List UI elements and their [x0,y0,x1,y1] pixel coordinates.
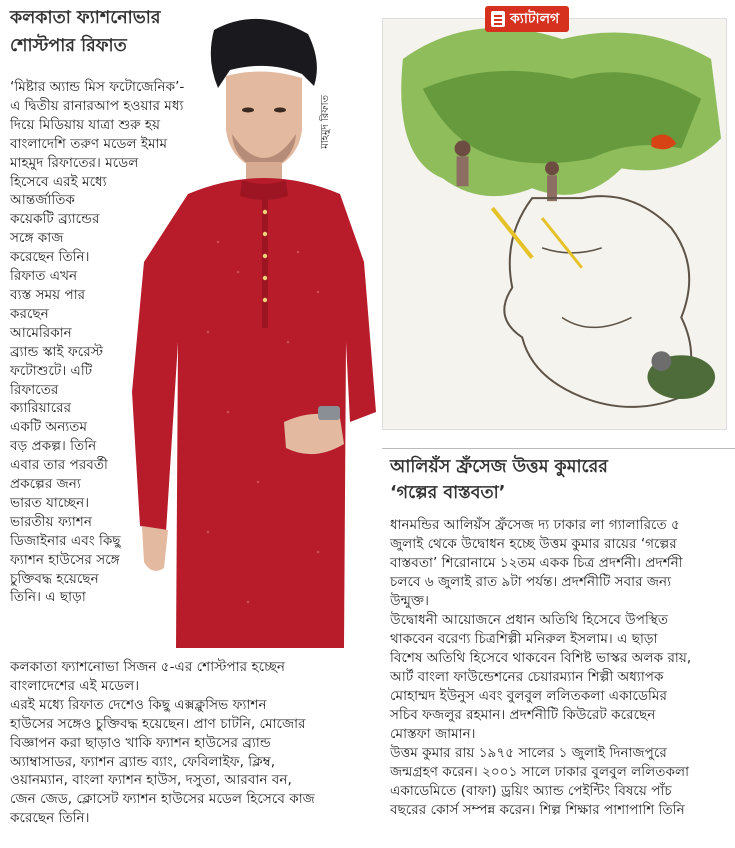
text-line: তিনি। এ ছাড়া [10,589,86,606]
newspaper-icon [491,11,505,27]
text-line: চলবে ৬ জুলাই রাত ৯টা পর্যন্ত। প্রদর্শনীটি সবার জন্য [390,574,672,590]
text-line: বিশেষ অতিথি হিসেবে থাকবেন বিশিষ্ট ভাস্কর অলক রায়, [390,650,692,666]
text-line: দিয়ে মিডিয়ায় যাত্রা শুরু হয় [10,116,161,133]
text-line: থাকবেন বরেণ্য চিত্রশিল্পী মনিরুল ইসলাম। এ ছাড়া [390,631,658,647]
headline-line: ‘গল্পের বাস্তবতা’ [390,483,506,503]
text-line: বিজ্ঞাপন করা ছাড়াও খাকি ফ্যাশন হাউসের ব্র্যান্ড [10,734,271,751]
text-line: আর্ট বাংলা ফাউন্ডেশনের চেয়ারম্যান শিল্পী অধ্যাপক [390,669,664,685]
text-line: হাউসের সঙ্গেও চুক্তিবদ্ধ হয়েছেন। প্রাণ চাটনি, মোজোর [10,715,306,732]
text-line: ‘মিষ্টার অ্যান্ড মিস ফটোজেনিক’- [10,79,185,95]
text-line: ভারত যাচ্ছেন। [10,494,90,511]
text-line: আমেরিকান [10,324,72,341]
text-line: জেন জেড, ক্লোসেট ফ্যাশন হাউসের মডেল হিসেবে কাজ [10,791,315,808]
text-line: বাস্তবতা’ শিরোনামে ১২তম একক চিত্র প্রদর্শনী। প্রদর্শনী [390,555,683,571]
text-line: মাহমুদ রিফাতের। মডেল [10,154,139,171]
text-line: একাডেমিতে (বাফা) ড্রয়িং অ্যান্ড পেইন্টিং বিষয়ে পাঁচ [390,783,672,799]
text-line: ফটোশুটে। এটি [10,362,93,379]
text-line: একটি অন্যতম [10,419,88,436]
headline-line: শোস্টপার রিফাত [10,36,127,56]
text-line: ডিজাইনার এবং কিছু [10,532,121,549]
text-line: বাংলাদেশের এই মডেল। [10,677,140,694]
text-line: রিফাত এখন [10,268,78,285]
text-line: জুলাই থেকে উদ্বোধন হচ্ছে উত্তম কুমার রায়ের ‘গল্পের [390,536,677,552]
text-line: ক্যারিয়ারের [10,400,72,417]
text-line: কলকাতা ফ্যাশনোভা সিজন ৫-এর শোস্টপার হচ্ছেন [10,659,286,675]
photo-credit: মাহমুদ রিফাত [320,95,331,149]
text-line: আন্তর্জাতিক [10,192,75,209]
text-line: সচিব ফজলুর রহমান। প্রদর্শনীটি কিউরেট করেছেন [390,707,656,723]
text-line: অ্যাম্বাসাডর, ফ্যাশন ব্র্যান্ড ব্যাং, ফেবিলাইফ, ক্লিম্ব, [10,753,276,770]
text-line: উত্তম কুমার রায় ১৯৭৫ সালের ১ জুলাই দিনাজপুরে [390,745,667,761]
text-line: রিফাতের [10,381,59,398]
text-line: প্রকল্পের জন্য [10,476,81,493]
left-headline [10,4,200,60]
text-line: মোস্তফা জামান। [390,726,476,742]
text-line: এরই মধ্যে রিফাত দেশেও কিছু এক্সক্লুসিভ ফ্যাশন [10,696,267,713]
right-article [382,0,735,848]
text-line: ধানমন্ডির আলিয়ঁস ফ্রঁসেজ দ্য ঢাকার লা গ্যালারিতে ৫ [390,517,680,533]
text-line: ভারতীয় ফ্যাশন [10,513,92,530]
text-line: বছরের কোর্স সম্পন্ন করেন। শিল্প শিক্ষার পাশাপাশি তিনি [390,802,685,818]
text-line: সঙ্গে কাজ [10,230,64,247]
text-line: জন্মগ্রহণ করেন। ২০০১ সালে ঢাকার বুলবুল ললিতকলা [390,764,690,780]
headline-line: কলকাতা ফ্যাশনোভার [10,8,161,28]
headline-line: আলিয়ঁস ফ্রঁসেজ উত্তম কুমারের [390,457,608,477]
text-line: করেছেন তিনি। [10,810,90,827]
text-line: ফ্যাশন হাউসের সঙ্গে [10,551,120,568]
text-line: হিসেবে এরই মধ্যে [10,173,107,190]
text-line: ব্যস্ত সময় পার [10,286,86,303]
right-body [390,516,735,820]
text-line: এবার তার পরবর্তী [10,457,108,474]
text-line: উদ্বোধনী আয়োজনে প্রধান অতিথি হিসেবে উপস্থিত [390,612,669,628]
text-line: করেছেন তিনি। [10,249,90,266]
section-tag-label: ক্যাটালগ [510,11,560,27]
text-line: চুক্তিবদ্ধ হয়েছেন [10,570,99,587]
text-line: মোহাম্মদ ইউনুস এবং বুলবুল ললিতকলা একাডেমির [390,688,667,704]
text-line: বড় প্রকল্প। তিনি [10,438,97,455]
text-line: উন্মুক্ত। [390,593,429,609]
right-headline [390,454,730,506]
text-line: ব্র্যান্ড স্কাই ফরেস্ট [10,343,104,360]
text-line: করছেন [10,305,49,322]
painting-image [382,18,727,430]
section-divider [382,448,735,449]
text-line: কয়েকটি ব্র্যান্ডের [10,211,100,228]
left-body-narrow [10,78,185,607]
text-line: ওয়ানম্যান, বাংলা ফ্যাশন হাউস, দসুতা, আরবান বন, [10,772,292,789]
left-body-wide [10,658,380,828]
section-tag [485,6,569,32]
text-line: বাংলাদেশি তরুণ মডেল ইমাম [10,135,168,152]
text-line: এ দ্বিতীয় রানারআপ হওয়ার মধ্য [10,97,184,114]
